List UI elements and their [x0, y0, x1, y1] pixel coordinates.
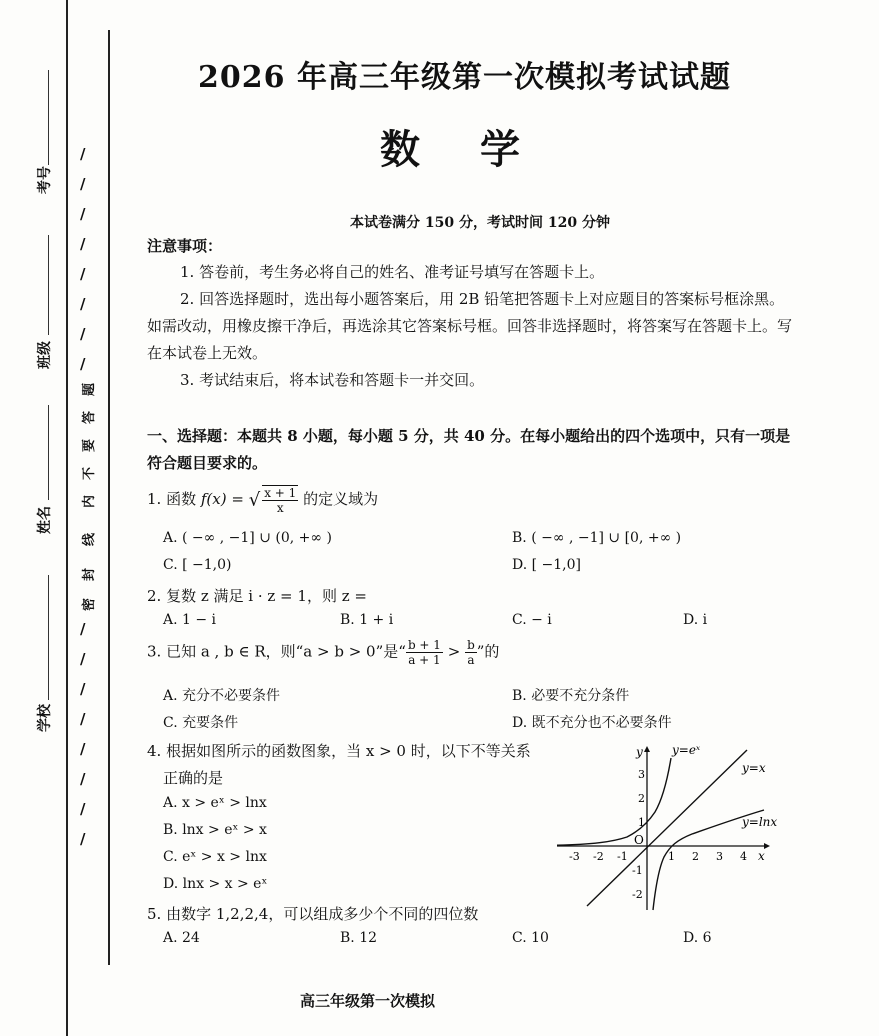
q4-option-a: A. x > eˣ > lnx [163, 795, 267, 811]
q4-option-c: C. eˣ > x > lnx [163, 849, 267, 865]
q2-option-b: B. 1 + i [340, 612, 394, 628]
x-tick: 4 [740, 850, 747, 863]
question-1-stem: 1. 函数 f(x) = √ $\frac{x + 1}{x}$ 的定义域为 [147, 486, 379, 515]
origin-label: O [634, 833, 644, 847]
line-y-equals-x [587, 750, 747, 906]
subject-title: 数学 [380, 126, 580, 173]
q1-option-a: A. ( −∞ , −1] ∪ (0, +∞ ) [163, 530, 332, 546]
curve-exp [557, 758, 671, 845]
q3-option-c: C. 充要条件 [163, 715, 239, 731]
q3-option-d: D. 既不充分也不必要条件 [512, 715, 672, 731]
binding-line-inner [108, 30, 110, 965]
y-axis-label: y [636, 745, 643, 759]
notice-item-2: 2. 回答选择题时，选出每小题答案后，用 2B 铅笔把答题卡上对应题目的答案标号框涂黑。如需改动，用橡皮擦干净后，再选涂其它答案标号框。回答非选择题时，将答案写在答题卡上。写在本试卷上无效。 [147, 290, 793, 362]
q4-option-d: D. lnx > x > eˣ [163, 876, 268, 892]
xuexiao-blank [48, 575, 49, 700]
seal-char: 要 [82, 438, 98, 453]
label-ln: y=lnx [742, 815, 778, 829]
label-exp: y=eˣ [672, 743, 701, 757]
xuexiao-label: 学校 [37, 704, 53, 732]
question-2-stem: 2. 复数 z 满足 i · z = 1，则 z = [147, 587, 367, 605]
xingming-label: 姓名 [37, 506, 53, 534]
exam-title: 2026 年高三年级第一次模拟考试试题 [198, 60, 731, 95]
xingming-blank [48, 405, 49, 500]
x-tick: 1 [668, 850, 675, 863]
binding-line-outer [66, 0, 68, 1036]
q2-option-a: A. 1 − i [163, 612, 217, 628]
kaohao-label: 考号 [37, 166, 53, 194]
seal-char: 答 [82, 410, 98, 425]
y-tick: 1 [638, 816, 645, 829]
y-tick: 2 [638, 792, 645, 805]
question-3-stem: 3. 已知 a , b ∈ R，则“a > b > 0”是“ $\frac{b + 1}{a + 1}$ > $\frac{b}{a}$ ”的 [147, 638, 500, 667]
q3-option-a: A. 充分不必要条件 [163, 688, 281, 704]
seal-char: 题 [82, 382, 98, 397]
y-tick: -1 [632, 864, 643, 877]
q3-option-b: B. 必要不充分条件 [512, 688, 630, 704]
notice-heading: 注意事项： [147, 237, 223, 255]
notice-item-1: 1. 答卷前，考生务必将自己的姓名、准考证号填写在答题卡上。 [180, 263, 605, 281]
seal-char: 密 [82, 597, 98, 612]
page-footer: 高三年级第一次模拟 [300, 992, 436, 1010]
seal-char: 不 [82, 466, 98, 481]
x-tick: -2 [593, 850, 604, 863]
y-tick: -2 [632, 888, 643, 901]
x-tick: 2 [692, 850, 699, 863]
seal-char: 内 [82, 494, 98, 509]
x-tick: -3 [569, 850, 580, 863]
notice-item-3: 3. 考试结束后，将本试卷和答题卡一并交回。 [180, 371, 485, 389]
seal-char: 线 [82, 532, 98, 547]
q2-option-d: D. i [683, 612, 708, 628]
q5-option-b: B. 12 [340, 930, 378, 946]
q1-option-d: D. [ −1,0] [512, 557, 581, 573]
question-4-stem-line1: 4. 根据如图所示的函数图象，当 x > 0 时，以下不等关系 [147, 742, 531, 760]
y-axis-arrow [644, 746, 650, 752]
y-tick: 3 [638, 768, 645, 781]
exam-meta: 本试卷满分 150 分，考试时间 120 分钟 [350, 215, 610, 231]
question-5-stem: 5. 由数字 1,2,2,4，可以组成多少个不同的四位数 [147, 905, 479, 923]
seal-char: 封 [82, 567, 98, 582]
label-line: y=x [742, 761, 766, 775]
banji-blank [48, 235, 49, 335]
x-axis-label: x [758, 849, 765, 863]
kaohao-blank [48, 70, 49, 165]
q4-option-b: B. lnx > eˣ > x [163, 822, 267, 838]
q5-option-d: D. 6 [683, 930, 712, 946]
q5-option-a: A. 24 [163, 930, 200, 946]
x-tick: 3 [716, 850, 723, 863]
q1-option-b: B. ( −∞ , −1] ∪ [0, +∞ ) [512, 530, 682, 546]
question-4-stem-line2: 正确的是 [163, 769, 224, 787]
banji-label: 班级 [37, 341, 53, 369]
x-tick: -1 [617, 850, 628, 863]
q1-option-c: C. [ −1,0) [163, 557, 232, 573]
x-axis-arrow [764, 843, 770, 849]
q2-option-c: C. − i [512, 612, 552, 628]
function-graph [552, 742, 778, 914]
section-heading: 一、选择题：本题共 8 小题，每小题 5 分，共 40 分。在每小题给出的四个选项中，只有一项是符合题目要求的。 [147, 427, 791, 472]
q5-option-c: C. 10 [512, 930, 549, 946]
